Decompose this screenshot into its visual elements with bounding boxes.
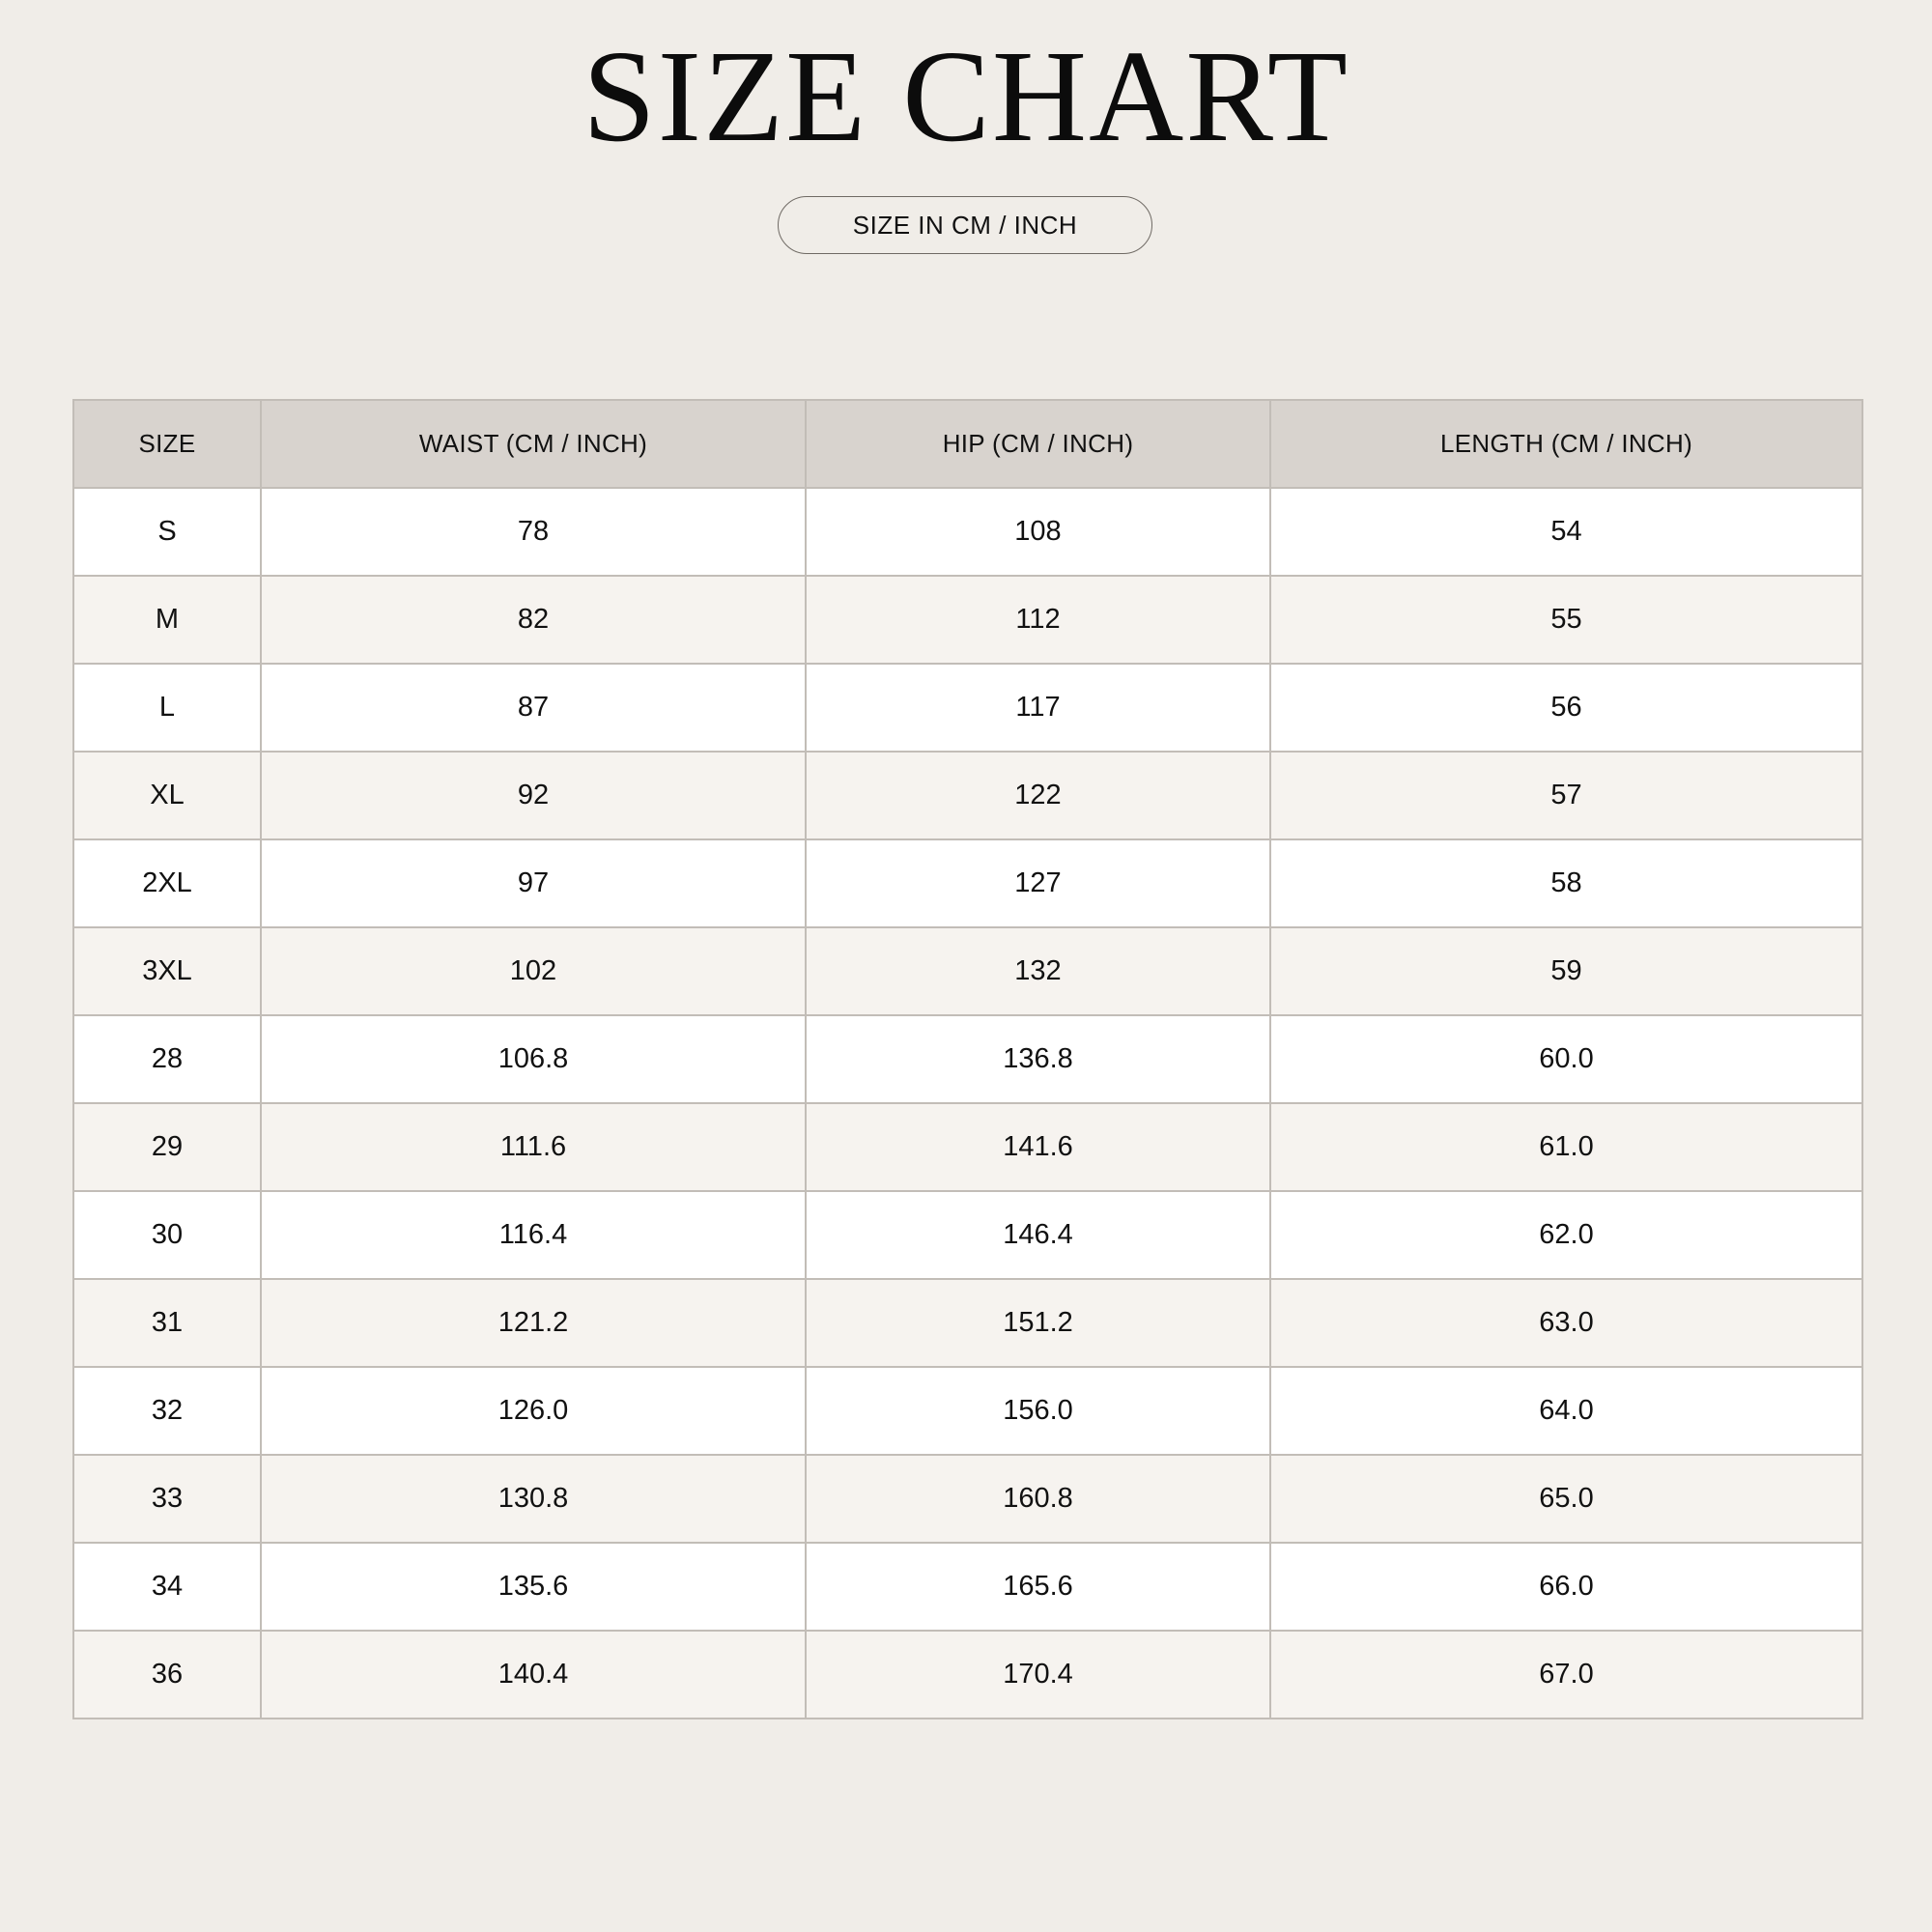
waist-cell: 102 [261, 927, 806, 1015]
size-cell: 34 [73, 1543, 261, 1631]
waist-cell: 126.0 [261, 1367, 806, 1455]
size-cell: 32 [73, 1367, 261, 1455]
length-cell: 62.0 [1270, 1191, 1862, 1279]
waist-cell: 121.2 [261, 1279, 806, 1367]
size-cell: 28 [73, 1015, 261, 1103]
hip-cell: 146.4 [806, 1191, 1270, 1279]
hip-cell: 170.4 [806, 1631, 1270, 1719]
table-row [73, 1631, 1862, 1719]
size-cell: XL [73, 752, 261, 839]
waist-cell: 78 [261, 488, 806, 576]
size-cell: 31 [73, 1279, 261, 1367]
hip-cell: 160.8 [806, 1455, 1270, 1543]
size-cell: 2XL [73, 839, 261, 927]
length-cell: 64.0 [1270, 1367, 1862, 1455]
length-cell: 63.0 [1270, 1279, 1862, 1367]
table-row [73, 752, 1862, 839]
header-hip: HIP (CM / INCH) [806, 400, 1270, 488]
length-cell: 66.0 [1270, 1543, 1862, 1631]
header-length: LENGTH (CM / INCH) [1270, 400, 1862, 488]
size-cell: 30 [73, 1191, 261, 1279]
waist-cell: 140.4 [261, 1631, 806, 1719]
table-row [73, 664, 1862, 752]
length-cell: 61.0 [1270, 1103, 1862, 1191]
waist-cell: 87 [261, 664, 806, 752]
page-title: SIZE CHART [582, 24, 1350, 169]
waist-cell: 92 [261, 752, 806, 839]
length-cell: 65.0 [1270, 1455, 1862, 1543]
table-row [73, 1455, 1862, 1543]
header-row [73, 400, 1862, 488]
header-size: SIZE [73, 400, 261, 488]
table-row [73, 1015, 1862, 1103]
hip-cell: 108 [806, 488, 1270, 576]
table-row [73, 839, 1862, 927]
table-row [73, 1103, 1862, 1191]
table-row [73, 1543, 1862, 1631]
length-cell: 58 [1270, 839, 1862, 927]
hip-cell: 165.6 [806, 1543, 1270, 1631]
length-cell: 56 [1270, 664, 1862, 752]
length-cell: 55 [1270, 576, 1862, 664]
size-cell: L [73, 664, 261, 752]
hip-cell: 132 [806, 927, 1270, 1015]
table-row [73, 1367, 1862, 1455]
size-cell: 3XL [73, 927, 261, 1015]
length-cell: 57 [1270, 752, 1862, 839]
table-row [73, 927, 1862, 1015]
waist-cell: 82 [261, 576, 806, 664]
hip-cell: 122 [806, 752, 1270, 839]
hip-cell: 136.8 [806, 1015, 1270, 1103]
size-cell: 29 [73, 1103, 261, 1191]
header-waist: WAIST (CM / INCH) [261, 400, 806, 488]
unit-badge: SIZE IN CM / INCH [778, 196, 1152, 254]
size-cell: S [73, 488, 261, 576]
table-row [73, 488, 1862, 576]
size-cell: M [73, 576, 261, 664]
hip-cell: 117 [806, 664, 1270, 752]
waist-cell: 97 [261, 839, 806, 927]
hip-cell: 127 [806, 839, 1270, 927]
size-cell: 33 [73, 1455, 261, 1543]
size-cell: 36 [73, 1631, 261, 1719]
length-cell: 59 [1270, 927, 1862, 1015]
waist-cell: 130.8 [261, 1455, 806, 1543]
hip-cell: 151.2 [806, 1279, 1270, 1367]
table-row [73, 1191, 1862, 1279]
length-cell: 54 [1270, 488, 1862, 576]
waist-cell: 135.6 [261, 1543, 806, 1631]
waist-cell: 106.8 [261, 1015, 806, 1103]
table-row [73, 576, 1862, 664]
length-cell: 60.0 [1270, 1015, 1862, 1103]
waist-cell: 116.4 [261, 1191, 806, 1279]
hip-cell: 141.6 [806, 1103, 1270, 1191]
length-cell: 67.0 [1270, 1631, 1862, 1719]
size-table [72, 399, 1863, 1719]
hip-cell: 112 [806, 576, 1270, 664]
waist-cell: 111.6 [261, 1103, 806, 1191]
table-body [73, 488, 1862, 1719]
hip-cell: 156.0 [806, 1367, 1270, 1455]
table-row [73, 1279, 1862, 1367]
